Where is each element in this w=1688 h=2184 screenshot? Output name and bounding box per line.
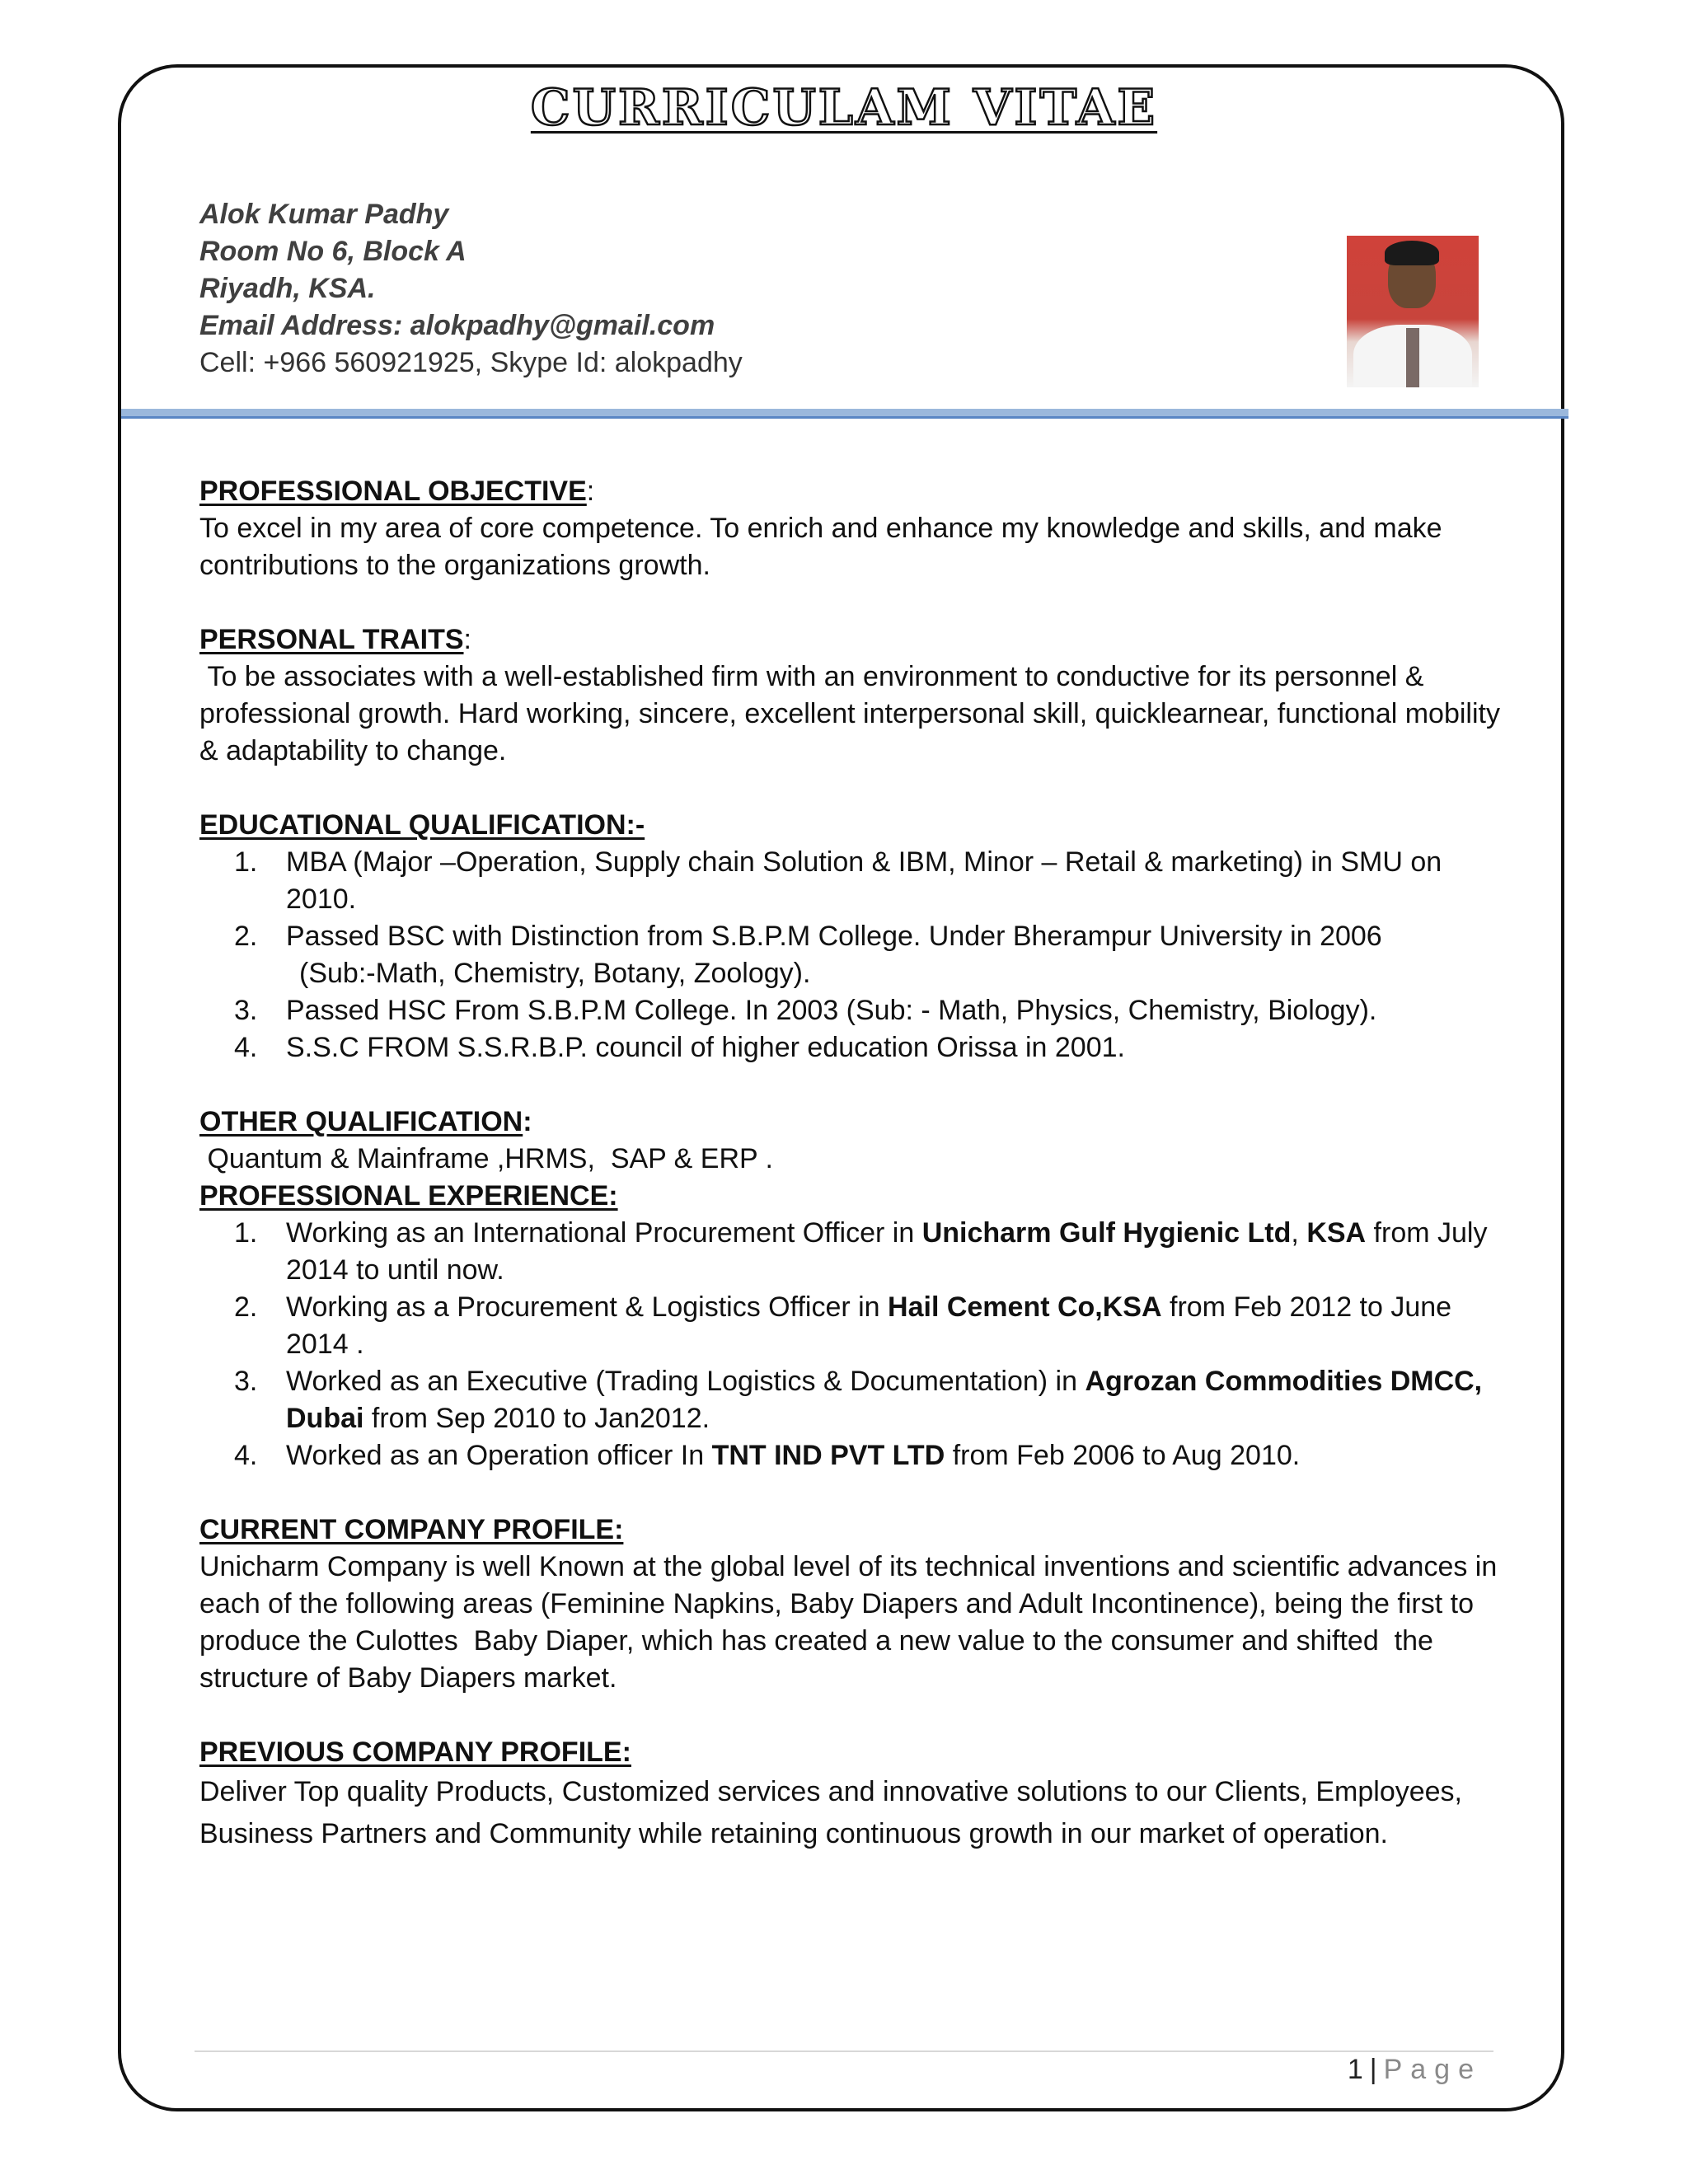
experience-list <box>199 1215 1502 1474</box>
current-company-heading: CURRENT COMPANY PROFILE: <box>199 1514 624 1545</box>
profile-photo <box>1347 236 1479 387</box>
previous-company-text: Deliver Top quality Products, Customized services and innovative solutions to our Clients, Employees, Business Partners and Community while retaining continuous growth in our market of operation. <box>199 1776 1462 1849</box>
footer-divider <box>195 2050 1493 2052</box>
contact-block <box>199 196 743 382</box>
list-item: 1. MBA (Major –Operation, Supply chain Solution & IBM, Minor – Retail & marketing) in SMU on 2010. <box>234 846 1442 915</box>
header-divider <box>121 409 1568 419</box>
education-list <box>199 844 1502 1066</box>
other-qualification-text: Quantum & Mainframe ,HRMS, SAP & ERP . <box>199 1143 773 1174</box>
objective-text: To excel in my area of core competence. To enrich and enhance my knowledge and skills, and make contributions to the organizations growth. <box>199 513 1442 581</box>
previous-company-heading: PREVIOUS COMPANY PROFILE: <box>199 1736 631 1768</box>
list-item: 4. S.S.C FROM S.S.R.B.P. council of higher education Orissa in 2001. <box>234 1032 1125 1063</box>
experience-section <box>199 1178 1502 1474</box>
page-number: 1 <box>1347 2054 1363 2085</box>
traits-section: PERSONAL TRAITS: To be associates with a well-established firm with an environment to conductive for its personnel & professional growth. Hard working, sincere, excellent interpersonal skill, quicklearnear, functional mobility & adaptability to change. <box>199 621 1502 770</box>
phone-skype: Cell: +966 560921925, Skype Id: alokpadhy <box>199 347 743 378</box>
previous-company-section <box>199 1734 1502 1855</box>
page-label: Page <box>1383 2054 1482 2085</box>
address-line-1: Room No 6, Block A <box>199 236 467 267</box>
current-company-section <box>199 1511 1505 1697</box>
address-line-2: Riyadh, KSA. <box>199 273 376 304</box>
list-item: 3. Passed HSC From S.B.P.M College. In 2003 (Sub: - Math, Physics, Chemistry, Biology). <box>234 995 1377 1026</box>
traits-text: To be associates with a well-established firm with an environment to conductive for its personnel & professional growth. Hard working, sincere, excellent interpersonal skill, quicklearnear, functional mobility & adaptability to change. <box>199 661 1508 766</box>
objective-heading: PROFESSIONAL OBJECTIVE <box>199 476 587 507</box>
current-company-text: Unicharm Company is well Known at the global level of its technical inventions and scientific advances in each of the following areas (Feminine Napkins, Baby Diapers and Adult Incontinence), being the first to produce the Culottes Baby Diaper, which has created a new value to the consumer and shifted the structure of Baby Diapers market. <box>199 1551 1505 1694</box>
list-item: 2. Passed BSC with Distinction from S.B.P.M College. Under Bherampur University in 2006 (Sub:-Math, Chemistry, Botany, Zoology). <box>234 921 1382 989</box>
objective-section: PROFESSIONAL OBJECTIVE: To excel in my area of core competence. To enrich and enhance my knowledge and skills, and make contributions to the organizations growth. <box>199 473 1502 584</box>
page-footer: 1 | Page <box>1347 2054 1482 2085</box>
experience-heading: PROFESSIONAL EXPERIENCE: <box>199 1180 618 1212</box>
email-address: Email Address: alokpadhy@gmail.com <box>199 310 715 341</box>
list-item: 3. Worked as an Executive (Trading Logistics & Documentation) in Agrozan Commodities DMCC, Dubai from Sep 2010 to Jan2012. <box>234 1366 1483 1434</box>
document-title: CURRICULAM VITAE <box>530 79 1158 137</box>
list-item: 2. Working as a Procurement & Logistics Officer in Hail Cement Co,KSA from Feb 2012 to June 2014 . <box>234 1291 1452 1360</box>
candidate-name: Alok Kumar Padhy <box>199 199 449 230</box>
other-qualification-section: OTHER QUALIFICATION: Quantum & Mainframe ,HRMS, SAP & ERP . <box>199 1104 1502 1178</box>
resume-body <box>199 473 1508 1892</box>
traits-heading: PERSONAL TRAITS <box>199 624 464 655</box>
list-item: 1. Working as an International Procurement Officer in Unicharm Gulf Hygienic Ltd, KSA from July 2014 to until now. <box>234 1217 1488 1286</box>
education-section <box>199 807 1502 1066</box>
education-heading: EDUCATIONAL QUALIFICATION:- <box>199 809 645 841</box>
other-qualification-heading: OTHER QUALIFICATION <box>199 1106 523 1137</box>
list-item: 4. Worked as an Operation officer In TNT IND PVT LTD from Feb 2006 to Aug 2010. <box>234 1440 1301 1471</box>
